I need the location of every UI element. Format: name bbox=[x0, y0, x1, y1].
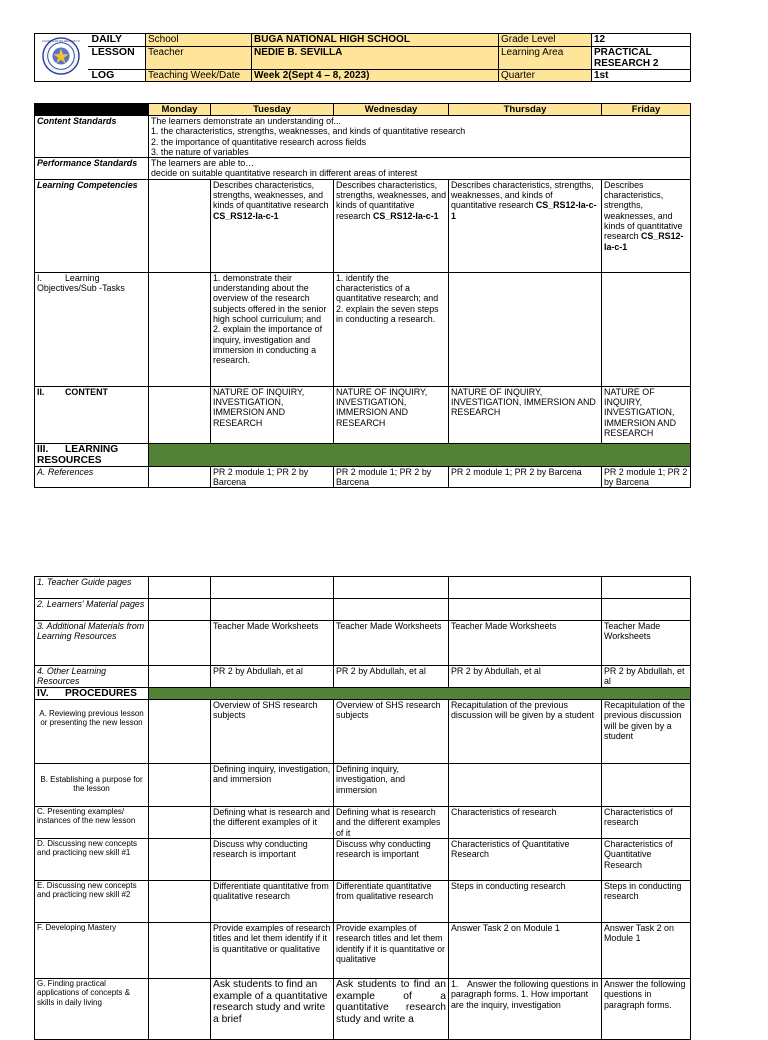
dll-table-page1 bbox=[34, 103, 691, 488]
procedure-c-wednesday: Defining what is research and the different examples of it bbox=[334, 807, 449, 839]
procedure-c-thursday: Characteristics of research bbox=[449, 807, 602, 839]
procedures-label: PROCEDURES bbox=[65, 688, 137, 699]
school-label: School bbox=[146, 34, 252, 47]
procedure-e-tuesday: Differentiate quantitative from qualitative research bbox=[211, 881, 334, 923]
procedure-a-monday bbox=[149, 700, 211, 764]
teacher-guide-row bbox=[35, 577, 691, 599]
competency-text: Describes characteristics, strengths, weaknesses, and kinds of quantitative research bbox=[604, 179, 683, 242]
day-friday: Friday bbox=[602, 104, 691, 116]
learning-competencies-label: Learning Competencies bbox=[35, 179, 149, 272]
competency-code: CS_RS12-Ia-c-1 bbox=[373, 210, 439, 221]
additional-materials-thursday: Teacher Made Worksheets bbox=[449, 621, 602, 666]
procedures-num: IV. bbox=[37, 688, 49, 699]
references-monday bbox=[149, 466, 211, 488]
procedures-row bbox=[35, 688, 691, 700]
procedure-b-row bbox=[35, 764, 691, 807]
procedure-e-friday: Steps in conducting research bbox=[602, 881, 691, 923]
additional-materials-label: 3. Additional Materials from Learning Resources bbox=[35, 621, 149, 666]
procedure-d-label: D. Discussing new concepts and practicing new skill #1 bbox=[35, 839, 149, 881]
competency-code: CS_RS12-Ia-c-1 bbox=[451, 200, 597, 221]
competency-text: Describes characteristics, strengths, weaknesses, and kinds of quantitative research bbox=[213, 179, 329, 211]
quarter-value: 1st bbox=[592, 69, 691, 82]
objectives-friday bbox=[602, 272, 691, 386]
header-table bbox=[34, 33, 691, 82]
day-tuesday: Tuesday bbox=[211, 104, 334, 116]
week-label: Teaching Week/Date bbox=[146, 69, 252, 82]
svg-text:KAGAWARAN NG EDUKASYON: KAGAWARAN NG EDUKASYON bbox=[42, 39, 81, 44]
learning-resources-band bbox=[149, 443, 691, 466]
procedure-g-wednesday: Ask students to find an example of a quantitative research study and write a bbox=[334, 979, 449, 1040]
competency-code: CS_RS12-Ia-c-1 bbox=[604, 231, 684, 252]
procedure-d-row bbox=[35, 839, 691, 881]
day-wednesday: Wednesday bbox=[334, 104, 449, 116]
references-row bbox=[35, 466, 691, 488]
area-value: PRACTICAL RESEARCH 2 bbox=[592, 46, 691, 69]
procedure-b-friday bbox=[602, 764, 691, 807]
learning-resources-num: III. bbox=[37, 443, 49, 455]
references-friday: PR 2 module 1; PR 2 by Barcena bbox=[602, 466, 691, 488]
procedure-b-monday bbox=[149, 764, 211, 807]
procedure-c-tuesday: Defining what is research and the different examples of it bbox=[211, 807, 334, 839]
content-standards-line: 1. the characteristics, strengths, weaknesses, and kinds of quantitative research bbox=[151, 126, 466, 137]
procedure-c-monday bbox=[149, 807, 211, 839]
procedure-g-thursday bbox=[449, 979, 602, 1040]
content-monday bbox=[149, 386, 211, 443]
day-thursday: Thursday bbox=[449, 104, 602, 116]
learners-material-monday bbox=[149, 599, 211, 621]
content-standards-line: The learners demonstrate an understanding of... bbox=[151, 116, 341, 126]
procedure-g-row bbox=[35, 979, 691, 1040]
additional-materials-wednesday: Teacher Made Worksheets bbox=[334, 621, 449, 666]
school-value: BUGA NATIONAL HIGH SCHOOL bbox=[252, 34, 499, 47]
other-resources-wednesday: PR 2 by Abdullah, et al bbox=[334, 666, 449, 688]
procedure-c-row bbox=[35, 807, 691, 839]
procedure-a-tuesday: Overview of SHS research subjects bbox=[211, 700, 334, 764]
title-lesson: LESSON bbox=[88, 46, 146, 69]
procedure-d-monday bbox=[149, 839, 211, 881]
procedure-f-row bbox=[35, 923, 691, 979]
additional-materials-row bbox=[35, 621, 691, 666]
procedure-d-tuesday: Discuss why conducting research is important bbox=[211, 839, 334, 881]
objectives-tuesday: 1. demonstrate their understanding about the overview of the research subjects offered in the senior high school curriculum; and 2. explain the importance of inquiry, investigation and immersion in conducting a research. bbox=[211, 272, 334, 386]
content-num: II. bbox=[37, 386, 45, 397]
competency-text: Describes characteristics, strengths, weaknesses, and kinds of quantitative research bbox=[336, 179, 447, 221]
content-label-cell bbox=[35, 386, 149, 443]
learning-resources-label: LEARNING RESOURCES bbox=[37, 443, 119, 466]
teacher-label: Teacher bbox=[146, 46, 252, 69]
procedure-d-friday: Characteristics of Quantitative Research bbox=[602, 839, 691, 881]
deped-seal-icon bbox=[42, 37, 80, 75]
objectives-num: I. bbox=[37, 272, 42, 283]
deped-seal-cell bbox=[35, 34, 88, 82]
other-resources-tuesday: PR 2 by Abdullah, et al bbox=[211, 666, 334, 688]
content-standards-line: 2. the importance of quantitative research across fields bbox=[151, 136, 367, 147]
other-resources-label: 4. Other Learning Resources bbox=[35, 666, 149, 688]
dll-table-page2 bbox=[34, 576, 691, 1040]
teacher-guide-friday bbox=[602, 577, 691, 599]
other-resources-thursday: PR 2 by Abdullah, et al bbox=[449, 666, 602, 688]
references-wednesday: PR 2 module 1; PR 2 by Barcena bbox=[334, 466, 449, 488]
content-wednesday: NATURE OF INQUIRY, INVESTIGATION, IMMERSION AND RESEARCH bbox=[334, 386, 449, 443]
competency-text: Describes characteristics, strengths, weaknesses, and kinds of quantitative research bbox=[451, 179, 594, 211]
procedure-e-monday bbox=[149, 881, 211, 923]
competency-code: CS_RS12-Ia-c-1 bbox=[213, 210, 279, 221]
content-tuesday: NATURE OF INQUIRY, INVESTIGATION, IMMERSION AND RESEARCH bbox=[211, 386, 334, 443]
performance-standards-line1: The learners are able to… bbox=[151, 158, 255, 169]
objectives-wednesday: 1. identify the characteristics of a quantitative research; and 2. explain the seven steps in conducting a research. bbox=[334, 272, 449, 386]
procedure-a-label: A. Reviewing previous lesson or presenting the new lesson bbox=[35, 700, 149, 764]
learners-material-wednesday bbox=[334, 599, 449, 621]
procedure-d-wednesday: Discuss why conducting research is important bbox=[334, 839, 449, 881]
objectives-row bbox=[35, 272, 691, 386]
learners-material-label: 2. Learners' Material pages bbox=[35, 599, 149, 621]
learners-material-friday bbox=[602, 599, 691, 621]
competency-wednesday bbox=[334, 179, 449, 272]
performance-standards-row bbox=[35, 158, 691, 180]
content-standards-line: 3. the nature of variables bbox=[151, 146, 249, 157]
content-friday: NATURE OF INQUIRY, INVESTIGATION, IMMERSION AND RESEARCH bbox=[602, 386, 691, 443]
teacher-guide-thursday bbox=[449, 577, 602, 599]
learning-competencies-row bbox=[35, 179, 691, 272]
corner-cell bbox=[35, 104, 149, 116]
procedure-f-tuesday: Provide examples of research titles and let them identify if it is quantitative or qualitative bbox=[211, 923, 334, 979]
procedure-f-label: F. Developing Mastery bbox=[35, 923, 149, 979]
performance-standards-line2: decide on suitable quantitative research in different areas of interest bbox=[151, 168, 418, 179]
procedure-e-label: E. Discussing new concepts and practicing new skill #2 bbox=[35, 881, 149, 923]
procedure-g-tuesday: Ask students to find an example of a quantitative research study and write a brief bbox=[211, 979, 334, 1040]
performance-standards-text bbox=[149, 158, 691, 180]
learning-resources-row bbox=[35, 443, 691, 466]
procedure-a-thursday: Recapitulation of the previous discussion will be given by a student bbox=[449, 700, 602, 764]
procedures-label-cell bbox=[35, 688, 149, 700]
other-resources-friday: PR 2 by Abdullah, et al bbox=[602, 666, 691, 688]
objectives-thursday bbox=[449, 272, 602, 386]
procedure-f-wednesday: Provide examples of research titles and let them identify if it is quantitative or qualitative bbox=[334, 923, 449, 979]
additional-materials-monday bbox=[149, 621, 211, 666]
competency-thursday bbox=[449, 179, 602, 272]
procedure-g-label: G. Finding practical applications of concepts & skills in daily living bbox=[35, 979, 149, 1040]
procedure-f-thursday: Answer Task 2 on Module 1 bbox=[449, 923, 602, 979]
content-row bbox=[35, 386, 691, 443]
additional-materials-tuesday: Teacher Made Worksheets bbox=[211, 621, 334, 666]
procedure-f-friday: Answer Task 2 on Module 1 bbox=[602, 923, 691, 979]
procedures-band bbox=[149, 688, 691, 700]
objectives-label-cell bbox=[35, 272, 149, 386]
references-label: A. References bbox=[35, 466, 149, 488]
procedure-g-friday: Answer the following questions in paragraph forms. bbox=[602, 979, 691, 1040]
additional-materials-friday: Teacher Made Worksheets bbox=[602, 621, 691, 666]
content-standards-text bbox=[149, 116, 691, 158]
learning-resources-label-cell bbox=[35, 443, 149, 466]
title-log: LOG bbox=[88, 69, 146, 82]
references-tuesday: PR 2 module 1; PR 2 by Barcena bbox=[211, 466, 334, 488]
objectives-label: Learning Objectives/Sub -Tasks bbox=[37, 272, 125, 294]
content-standards-label: Content Standards bbox=[35, 116, 149, 158]
procedure-b-label: B. Establishing a purpose for the lesson bbox=[35, 764, 149, 807]
learners-material-tuesday bbox=[211, 599, 334, 621]
title-daily: DAILY bbox=[88, 34, 146, 47]
procedure-g-thursday-num: 1. bbox=[451, 979, 459, 989]
procedure-e-row bbox=[35, 881, 691, 923]
competency-monday bbox=[149, 179, 211, 272]
procedure-b-wednesday: Defining inquiry, investigation, and immersion bbox=[334, 764, 449, 807]
references-thursday: PR 2 module 1; PR 2 by Barcena bbox=[449, 466, 602, 488]
grade-label: Grade Level bbox=[499, 34, 592, 47]
other-resources-row bbox=[35, 666, 691, 688]
procedure-e-thursday: Steps in conducting research bbox=[449, 881, 602, 923]
grade-value: 12 bbox=[592, 34, 691, 47]
procedure-b-tuesday: Defining inquiry, investigation, and immersion bbox=[211, 764, 334, 807]
teacher-guide-label: 1. Teacher Guide pages bbox=[35, 577, 149, 599]
procedure-a-friday: Recapitulation of the previous discussion will be given by a student bbox=[602, 700, 691, 764]
other-resources-monday bbox=[149, 666, 211, 688]
competency-friday bbox=[602, 179, 691, 272]
procedure-a-wednesday: Overview of SHS research subjects bbox=[334, 700, 449, 764]
learners-material-thursday bbox=[449, 599, 602, 621]
competency-tuesday bbox=[211, 179, 334, 272]
teacher-guide-wednesday bbox=[334, 577, 449, 599]
teacher-guide-monday bbox=[149, 577, 211, 599]
learners-material-row bbox=[35, 599, 691, 621]
area-label: Learning Area bbox=[499, 46, 592, 69]
teacher-value: NEDIE B. SEVILLA bbox=[252, 46, 499, 69]
procedure-c-friday: Characteristics of research bbox=[602, 807, 691, 839]
content-thursday: NATURE OF INQUIRY, INVESTIGATION, IMMERSION AND RESEARCH bbox=[449, 386, 602, 443]
procedure-d-thursday: Characteristics of Quantitative Research bbox=[449, 839, 602, 881]
objectives-monday bbox=[149, 272, 211, 386]
content-standards-row bbox=[35, 116, 691, 158]
procedure-c-label: C. Presenting examples/ instances of the new lesson bbox=[35, 807, 149, 839]
days-header-row bbox=[35, 104, 691, 116]
content-label: CONTENT bbox=[65, 386, 108, 397]
procedure-a-row bbox=[35, 700, 691, 764]
procedure-g-thursday-text: Answer the following questions in paragraph forms. 1. How important are the inquiry, investigation bbox=[451, 979, 599, 1010]
week-value: Week 2(Sept 4 – 8, 2023) bbox=[252, 69, 499, 82]
day-monday: Monday bbox=[149, 104, 211, 116]
teacher-guide-tuesday bbox=[211, 577, 334, 599]
procedure-e-wednesday: Differentiate quantitative from qualitative research bbox=[334, 881, 449, 923]
performance-standards-label: Performance Standards bbox=[35, 158, 149, 180]
procedure-f-monday bbox=[149, 923, 211, 979]
procedure-g-monday bbox=[149, 979, 211, 1040]
procedure-b-thursday bbox=[449, 764, 602, 807]
quarter-label: Quarter bbox=[499, 69, 592, 82]
